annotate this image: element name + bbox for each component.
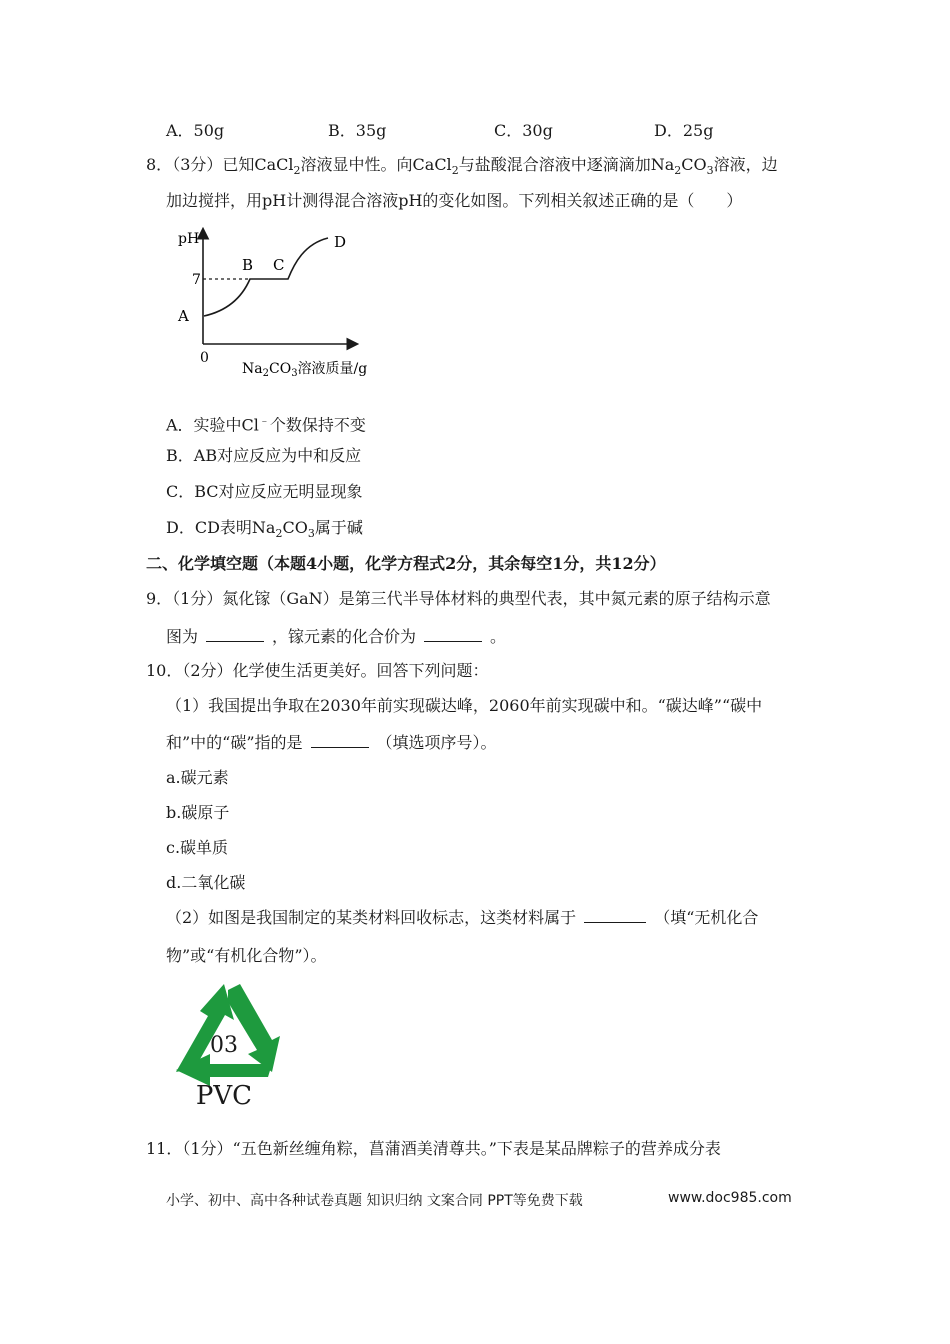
q8-stem-line1: 8．（3分）已知CaCl$_2$溶液显中性。向CaCl$_2$与盐酸混合溶液中逐滴滴加$Na_2CO_3$溶液，边 [146, 155, 778, 178]
q7-option-b: B．35g [328, 121, 387, 140]
q9-line1: 9．（1分）氮化镓（GaN）是第三代半导体材料的典型代表，其中氮元素的原子结构示意 [146, 589, 771, 608]
q10-choice-a: a.碳元素 [166, 768, 229, 787]
q11-line1: 11．（1分）“五色新丝缠角粽，菖蒲酒美清尊共。”下表是某品牌粽子的营养成分表 [146, 1139, 721, 1158]
q10-p1-line2: 和”中的“碳”指的是 （填选项序号）。 [166, 733, 497, 752]
footer-text: 小学、初中、高中各种试卷真题 知识归纳 文案合同 PPT等免费下载 [166, 1193, 583, 1209]
q8-option-b: B．AB对应反应为中和反应 [166, 446, 362, 465]
pvc-recycling-icon [168, 980, 280, 1110]
q8-option-d: D．CD表明$Na_2CO_3$属于碱 [166, 518, 363, 541]
q10-choice-b: b.碳原子 [166, 803, 230, 822]
point-label-d: D [334, 233, 347, 251]
footer-url[interactable]: www.doc985.com [668, 1190, 792, 1206]
ph-chart [170, 222, 400, 382]
q10-blank-1[interactable] [311, 733, 369, 748]
point-label-c: C [273, 256, 285, 274]
q8-stem-line2: 加边搅拌，用pH计测得混合溶液pH的变化如图。下列相关叙述正确的是（ ） [166, 191, 743, 210]
q10-line1: 10．（2分）化学使生活更美好。回答下列问题： [146, 661, 489, 680]
q8-option-a: A．实验中Cl﹣个数保持不变 [166, 414, 366, 435]
q10-choice-d: d.二氧化碳 [166, 873, 246, 892]
page-footer [166, 1190, 792, 1210]
q8-score: （3分） [172, 155, 223, 174]
q7-option-d: D．25g [654, 121, 714, 140]
q8-option-c: C．BC对应反应无明显现象 [166, 482, 363, 501]
q7-options [166, 118, 806, 140]
origin-label: 0 [200, 350, 209, 366]
q9-blank-1[interactable] [206, 627, 264, 642]
y-axis-label: pH [178, 231, 200, 247]
q9-line2: 图为 ，镓元素的化合价为 。 [166, 627, 507, 646]
point-label-a: A [178, 307, 189, 325]
q8-number: 8． [146, 155, 173, 174]
q10-choice-c: c.碳单质 [166, 838, 229, 857]
q10-p2-line2: 物”或“有机化合物”）。 [166, 946, 327, 965]
section2-heading: 二、化学填空题（本题4小题，化学方程式2分，其余每空1分，共12分） [146, 554, 666, 573]
point-label-b: B [242, 256, 254, 274]
logo-text: PVC [195, 1081, 253, 1110]
ph-curve [204, 238, 328, 316]
q10-p1-line1: （1）我国提出争取在2030年前实现碳达峰，2060年前实现碳中和。“碳达峰”“碳中 [166, 696, 763, 715]
q9-blank-2[interactable] [424, 627, 482, 642]
y-tick-7: 7 [192, 272, 201, 288]
x-axis-label: $Na_2CO_3$溶液质量/g [242, 361, 368, 379]
q7-option-a: A．50g [166, 121, 225, 140]
q10-blank-2[interactable] [584, 908, 646, 923]
q7-option-c: C．30g [494, 121, 553, 140]
q10-p2-line1: （2）如图是我国制定的某类材料回收标志，这类材料属于 （填“无机化合 [166, 908, 759, 927]
logo-number: 03 [210, 1033, 238, 1058]
